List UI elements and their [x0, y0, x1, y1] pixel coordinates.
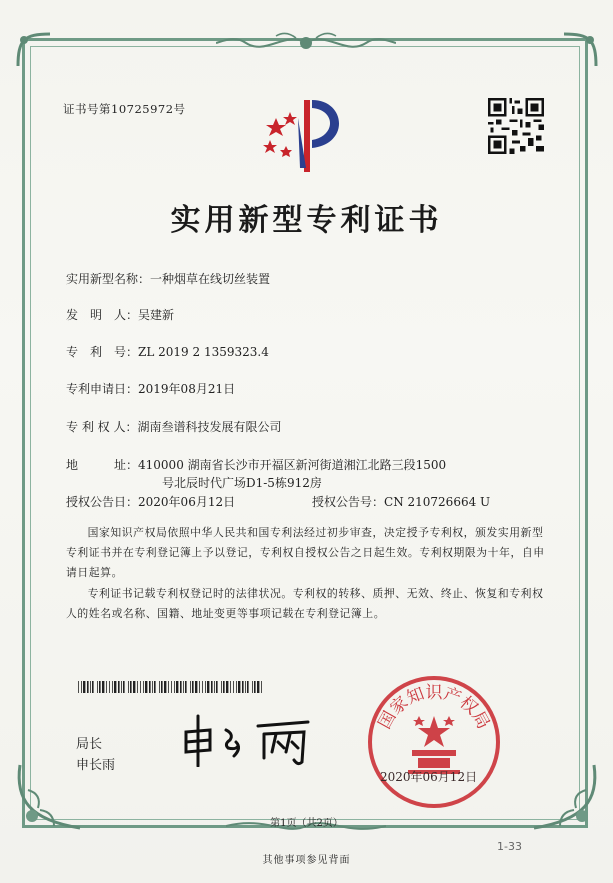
seal-date: 2020年06月12日	[380, 770, 478, 784]
barcode-icon	[78, 681, 263, 693]
statement-paragraph: 国家知识产权局依照中华人民共和国专利法经过初步审查，决定授予专利权，颁发实用新型专利证书并在专利登记簿上予以登记，专利权自授权公告之日起生效。专利权期限为十年，自申请日起算。	[66, 526, 545, 579]
field-value: 2019年08月21日	[138, 382, 236, 396]
svg-text:国家知识产权局: 国家知识产权局	[374, 683, 494, 733]
certificate-number: 证书号第10725972号	[63, 102, 186, 116]
field-value: 2020年06月12日	[138, 495, 236, 509]
director-name: 申长雨	[76, 758, 116, 773]
field-patent-number	[66, 343, 269, 360]
page-number: 第1页（共2页）	[270, 818, 343, 829]
field-value: 一种烟草在线切丝装置	[150, 272, 271, 286]
field-label: 实用新型名称：	[66, 272, 151, 286]
field-label: 发 明 人：	[66, 308, 139, 322]
field-label: 专 利 号：	[66, 345, 139, 359]
field-label: 地 址：	[66, 458, 139, 472]
field-grant-number	[312, 493, 490, 510]
field-value: CN 210726664 U	[384, 495, 491, 509]
field-grant-date	[66, 493, 235, 510]
handwritten-signature-icon	[180, 712, 320, 767]
qr-code-icon	[488, 98, 544, 154]
field-inventor	[66, 306, 174, 323]
field-label: 专利申请日：	[66, 382, 139, 396]
field-value: 410000 湖南省长沙市开福区新河街道湘江北路三段1500	[138, 458, 447, 472]
footer-note: 其他事项参见背面	[262, 855, 351, 866]
patent-office-logo-icon	[256, 88, 352, 178]
corner-ornament-icon	[14, 30, 54, 70]
field-value: 湖南叁谱科技发展有限公司	[137, 420, 282, 434]
field-label: 授权公告日：	[66, 495, 139, 509]
director-title: 局长	[76, 737, 103, 752]
top-ornament-icon	[216, 30, 396, 56]
page-title: 实用新型专利证书	[170, 203, 443, 238]
field-value: 吴建新	[138, 308, 175, 322]
field-label: 授权公告号：	[312, 495, 385, 509]
statement-paragraph: 专利证书记载专利权登记时的法律状况。专利权的转移、质押、无效、终止、恢复和专利权人的姓名或名称、国籍、地址变更等事项记载在专利登记簿上。	[66, 587, 544, 620]
field-patentee	[66, 418, 281, 435]
field-address-line2: 号北辰时代广场D1-5栋912房	[162, 476, 322, 490]
field-label: 专 利 权 人：	[66, 420, 138, 434]
field-utility-model-name	[66, 270, 270, 287]
corner-ornament-icon	[560, 30, 600, 70]
official-seal-icon	[364, 672, 504, 812]
field-address	[66, 456, 446, 473]
pencil-note: 1-33	[497, 840, 522, 853]
field-value: ZL 2019 2 1359323.4	[138, 345, 269, 359]
field-application-date	[66, 380, 235, 397]
